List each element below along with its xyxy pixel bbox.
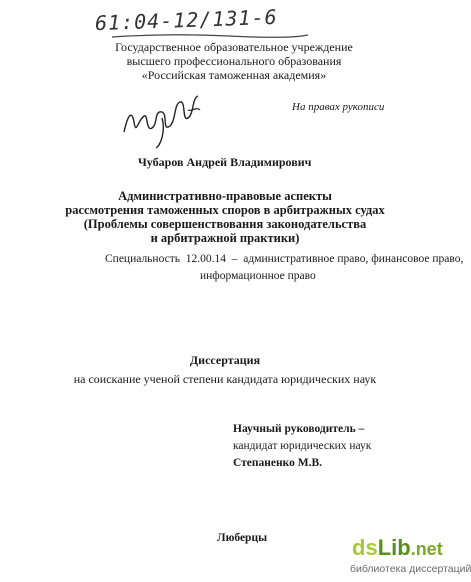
city-name: Люберцы — [217, 532, 268, 544]
supervisor-block — [233, 421, 371, 472]
title-line-1: Административно-правовые аспекты — [118, 189, 332, 203]
institution-line-2: высшего профессионального образования — [126, 54, 342, 68]
institution-line-1: Государственное образовательное учреждение — [115, 40, 353, 54]
speciality-block — [105, 251, 464, 285]
author-name: Чубаров Андрей Владимирович — [138, 155, 312, 169]
dissertation-heading: Диссертация — [189, 353, 261, 367]
institution-block — [0, 40, 450, 82]
dslib-watermark — [346, 533, 471, 582]
author-signature — [118, 92, 228, 152]
speciality-line-2: информационное право — [200, 270, 316, 282]
title-line-3: (Проблемы совершенствования законодательства — [83, 217, 367, 231]
title-line-4: и арбитражной практики) — [150, 231, 300, 245]
archive-number-underline — [110, 32, 310, 40]
dslib-logo: dsLib.net — [352, 535, 443, 560]
dissertation-title — [0, 189, 450, 245]
supervisor-role: Научный руководитель – — [233, 423, 365, 435]
supervisor-name: Степаненко М.В. — [233, 457, 323, 469]
title-line-2: рассмотрения таможенных споров в арбитражных судах — [65, 203, 385, 217]
dissertation-subtitle: на соискание ученой степени кандидата юридических наук — [73, 372, 377, 386]
institution-line-3: «Российская таможенная академия» — [141, 68, 327, 82]
manuscript-rights-note: На правах рукописи — [292, 101, 385, 113]
speciality-line-1: Специальность 12.00.14 – административное право, финансовое право, — [105, 253, 464, 265]
supervisor-degree: кандидат юридических наук — [233, 440, 372, 452]
dslib-tagline: библиотека диссертаций — [350, 563, 471, 575]
archive-number-handwritten: 61:04-12/131-6 — [94, 4, 278, 36]
